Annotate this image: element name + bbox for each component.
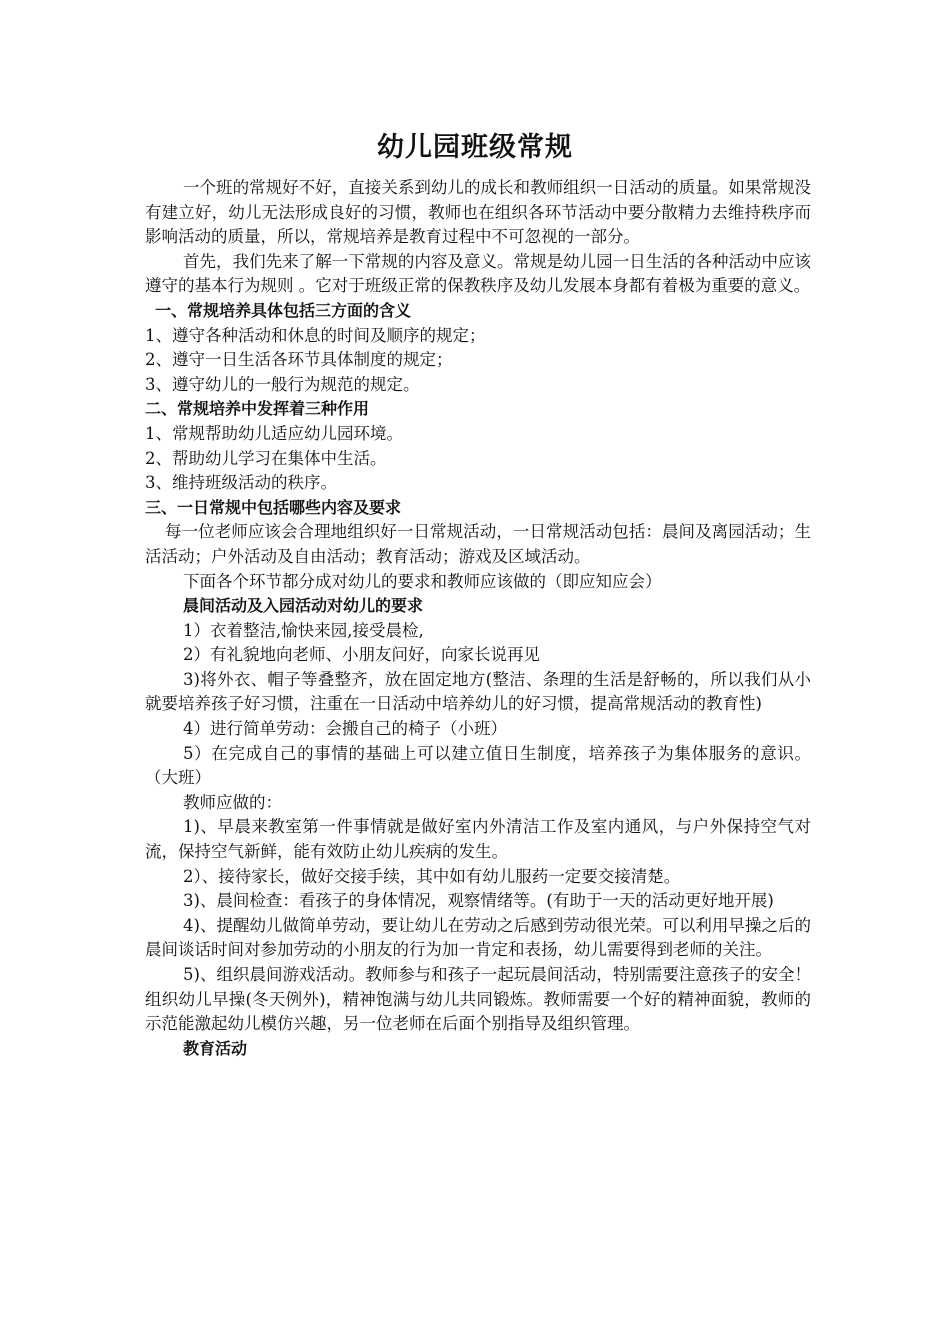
list-item: 3)将外衣、帽子等叠整齐，放在固定地方(整洁、条理的生活是舒畅的，所以我们从小就要培养孩子好习惯，注重在一日活动中培养幼儿的好习惯，提高常规活动的教育性) [145, 669, 811, 714]
document-body [145, 176, 811, 1061]
section-heading-1: 一、常规培养具体包括三方面的含义 [155, 300, 412, 320]
list-item: 4)、提醒幼儿做简单劳动，要让幼儿在劳动之后感到劳动很光荣。可以利用早操之后的晨间谈话时间对参加劳动的小朋友的行为加一肯定和表扬，幼儿需要得到老师的关注。 [145, 915, 811, 960]
subheading-education-activities: 教育活动 [183, 1038, 248, 1058]
section-heading-3: 三、一日常规中包括哪些内容及要求 [145, 497, 402, 517]
meaning-paragraph: 首先，我们先来了解一下常规的内容及意义。常规是幼儿园一日生活的各种活动中应该遵守的基本行为规则 。它对于班级正常的保教秩序及幼儿发展本身都有着极为重要的意义。 [145, 251, 811, 296]
section-heading-2: 二、常规培养中发挥着三种作用 [145, 399, 370, 419]
list-item: 2、遵守一日生活各环节具体制度的规定； [145, 350, 453, 370]
list-item: 2、帮助幼儿学习在集体中生活。 [145, 448, 387, 468]
list-item: 5)、组织晨间游戏活动。教师参与和孩子一起玩晨间活动，特别需要注意孩子的安全！组织幼儿早操(冬天例外)，精神饱满与幼儿共同锻炼。教师需要一个好的精神面貌，教师的示范能激起幼儿模仿兴趣，另一位老师在后面个别指导及组织管理。 [145, 965, 811, 1034]
list-item: 3、遵守幼儿的一般行为规范的规定。 [145, 374, 420, 394]
subheading-morning-requirements: 晨间活动及入园活动对幼儿的要求 [183, 596, 424, 616]
intro-paragraph: 一个班的常规好不好，直接关系到幼儿的成长和教师组织一日活动的质量。如果常规没有建立好，幼儿无法形成良好的习惯，教师也在组织各环节活动中要分散精力去维持秩序而影响活动的质量，所以，常规培养是教育过程中不可忽视的一部分。 [145, 178, 811, 247]
list-item: 2）有礼貌地向老师、小朋友问好，向家长说再见 [183, 645, 540, 665]
teacher-duties-label: 教师应做的： [183, 792, 282, 812]
list-item: 4）进行简单劳动：会搬自己的椅子（小班） [183, 719, 507, 739]
list-item: 2）、接待家长，做好交接手续，其中如有幼儿服药一定要交接清楚。 [183, 866, 681, 886]
list-item: 3、维持班级活动的秩序。 [145, 473, 337, 493]
sections-intro-paragraph: 下面各个环节都分成对幼儿的要求和教师应该做的（即应知应会） [183, 571, 662, 591]
list-item: 1、常规帮助幼儿适应幼儿园环境。 [145, 423, 403, 443]
list-item: 1、遵守各种活动和休息的时间及顺序的规定； [145, 325, 486, 345]
list-item: 1)、早晨来教室第一件事情就是做好室内外清洁工作及室内通风，与户外保持空气对流，保持空气新鲜，能有效防止幼儿疾病的发生。 [145, 817, 811, 862]
document-title: 幼儿园班级常规 [377, 132, 573, 163]
list-item: 3)、晨间检查：看孩子的身体情况，观察情绪等。(有助于一天的活动更好地开展) [183, 891, 774, 911]
list-item: 5）在完成自己的事情的基础上可以建立值日生制度，培养孩子为集体服务的意识。（大班） [145, 743, 811, 788]
list-item: 1）衣着整洁,愉快来园,接受晨检, [183, 620, 424, 640]
daily-routine-paragraph: 每一位老师应该会合理地组织好一日常规活动，一日常规活动包括：晨间及离园活动；生活活动；户外活动及自由活动；教育活动；游戏及区域活动。 [145, 522, 811, 566]
